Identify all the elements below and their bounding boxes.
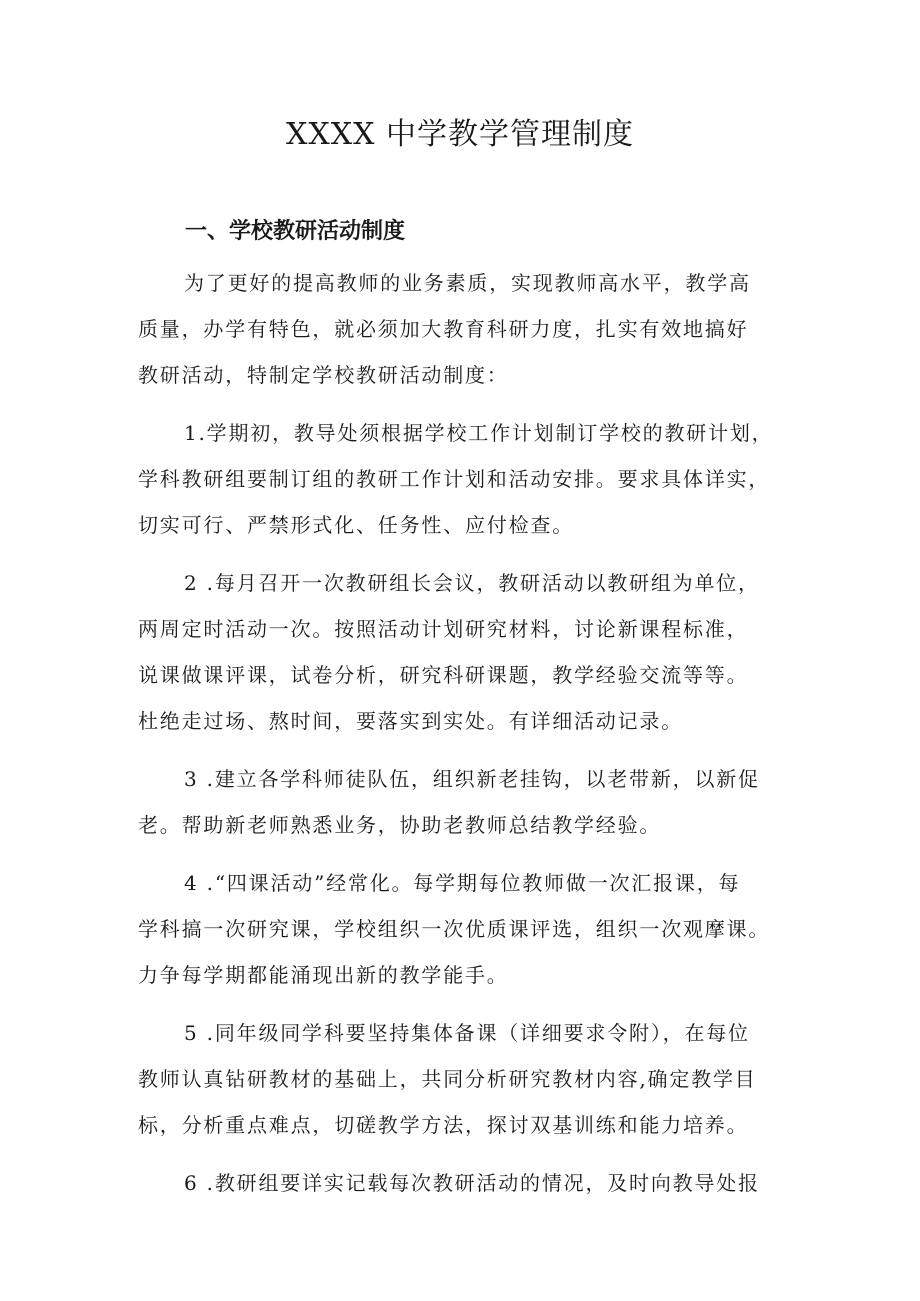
paragraph-item-3 bbox=[138, 756, 798, 848]
paragraph-line: 说课做课评课，试卷分析，研究科研课题，教学经验交流等等。 bbox=[138, 663, 749, 687]
paragraph-line: 2 .每月召开一次教研组长会议，教研活动以教研组为单位， bbox=[184, 571, 760, 595]
paragraph-line: 两周定时活动一次。按照活动计划研究材料，讨论新课程标准， bbox=[138, 617, 749, 641]
paragraph-item-6 bbox=[138, 1160, 798, 1206]
paragraph-line: 3 .建立各学科师徒队伍，组织新老挂钩，以老带新，以新促 bbox=[184, 767, 760, 791]
paragraph-line: 为了更好的提高教师的业务素质，实现教师高水平，教学高 bbox=[184, 271, 751, 295]
paragraph-line: 切实可行、严禁形式化、任务性、应付检查。 bbox=[138, 513, 574, 537]
paragraph-line: 教师认真钻研教材的基础上，共同分析研究教材内容,确定教学目 bbox=[138, 1067, 757, 1091]
document-body bbox=[138, 260, 798, 1218]
paragraph-line: 学科搞一次研究课，学校组织一次优质课评选，组织一次观摩课。 bbox=[138, 917, 771, 941]
paragraph-line: 杜绝走过场、熬时间，要落实到实处。有详细活动记录。 bbox=[138, 709, 683, 733]
paragraph-line: 教研活动，特制定学校教研活动制度： bbox=[138, 363, 509, 387]
paragraph-item-1 bbox=[138, 410, 798, 548]
paragraph-line: 老。帮助新老师熟悉业务，协助老教师总结教学经验。 bbox=[138, 813, 662, 837]
paragraph-intro bbox=[138, 260, 798, 398]
document-title: XXXX 中学教学管理制度 bbox=[286, 117, 634, 152]
paragraph-line: 5 .同年级同学科要坚持集体备课（详细要求令附），在每位 bbox=[184, 1021, 750, 1045]
paragraph-item-2 bbox=[138, 560, 798, 744]
section-heading: 一、学校教研活动制度 bbox=[185, 219, 406, 244]
paragraph-line: 4 .“四课活动”经常化。每学期每位教师做一次汇报课，每 bbox=[184, 871, 741, 895]
paragraph-line: 标，分析重点难点，切磋教学方法，探讨双基训练和能力培养。 bbox=[138, 1113, 749, 1137]
paragraph-line: 1.学期初，教导处须根据学校工作计划制订学校的教研计划， bbox=[184, 421, 774, 445]
paragraph-line: 6 .教研组要详实记载每次教研活动的情况，及时向教导处报 bbox=[184, 1171, 760, 1195]
paragraph-line: 力争每学期都能涌现出新的教学能手。 bbox=[138, 963, 509, 987]
paragraph-line: 学科教研组要制订组的教研工作计划和活动安排。要求具体详实， bbox=[138, 467, 771, 491]
paragraph-line: 质量，办学有特色，就必须加大教育科研力度，扎实有效地搞好 bbox=[138, 317, 749, 341]
paragraph-item-4 bbox=[138, 860, 798, 998]
paragraph-item-5 bbox=[138, 1010, 798, 1148]
